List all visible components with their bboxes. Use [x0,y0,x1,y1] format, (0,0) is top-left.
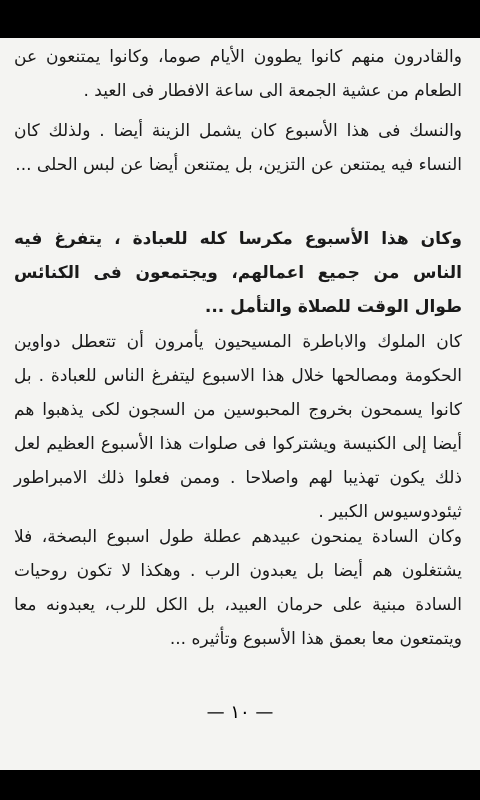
paragraph-1: والقادرون منهم كانوا يطوون الأيام صوما، وكانوا يمتنعون عن الطعام من عشية الجمعة الى ساعة الافطار فى العيد . [14,47,462,101]
paragraph-3-bold: وكان هذا الأسبوع مكرسا كله للعبادة ، يتفرغ فيه الناس من جميع اعمالهم، ويجتمعون فى الكنائس طوال الوقت للصلاة والتأمل ... [14,229,462,317]
paragraph-2: والنسك فى هذا الأسبوع كان يشمل الزينة أيضا . ولذلك كان النساء فيه يمتنعن عن التزين، بل يمتنعن أيضا عن لبس الحلى ... [14,121,462,175]
status-bar [0,0,480,38]
paragraph-4: كان الملوك والاباطرة المسيحيون يأمرون أن تتعطل دواوين الحكومة ومصالحها خلال هذا الاسبوع ليتفرغ الناس للعبادة . بل كانوا يسمحون بخروج المحبوسين من السجون لكى يذهبوا هم أيضا إلى الكنيسة ويشتركوا فى صلوات هذا الأسبوع العظيم لعل ذلك يكون تهذيبا لهم واصلاحا . وممن فعلوا ذلك الامبراطور ثيئودوسيوس الكبير . [14,332,462,522]
paragraph-5: وكان السادة يمنحون عبيدهم عطلة طول اسبوع البصخة، فلا يشتغلون هم أيضا بل يعبدون الرب . وهكذا لا تكون روحيات السادة مبنية على حرمان العبيد، بل الكل للرب، يعبدونه معا ويتمتعون معا بعمق هذا الأسبوع وتأثيره ... [14,527,462,649]
document-page[interactable] [0,38,480,770]
page-number: — ١٠ — [206,702,274,723]
bottom-bar [0,770,480,800]
